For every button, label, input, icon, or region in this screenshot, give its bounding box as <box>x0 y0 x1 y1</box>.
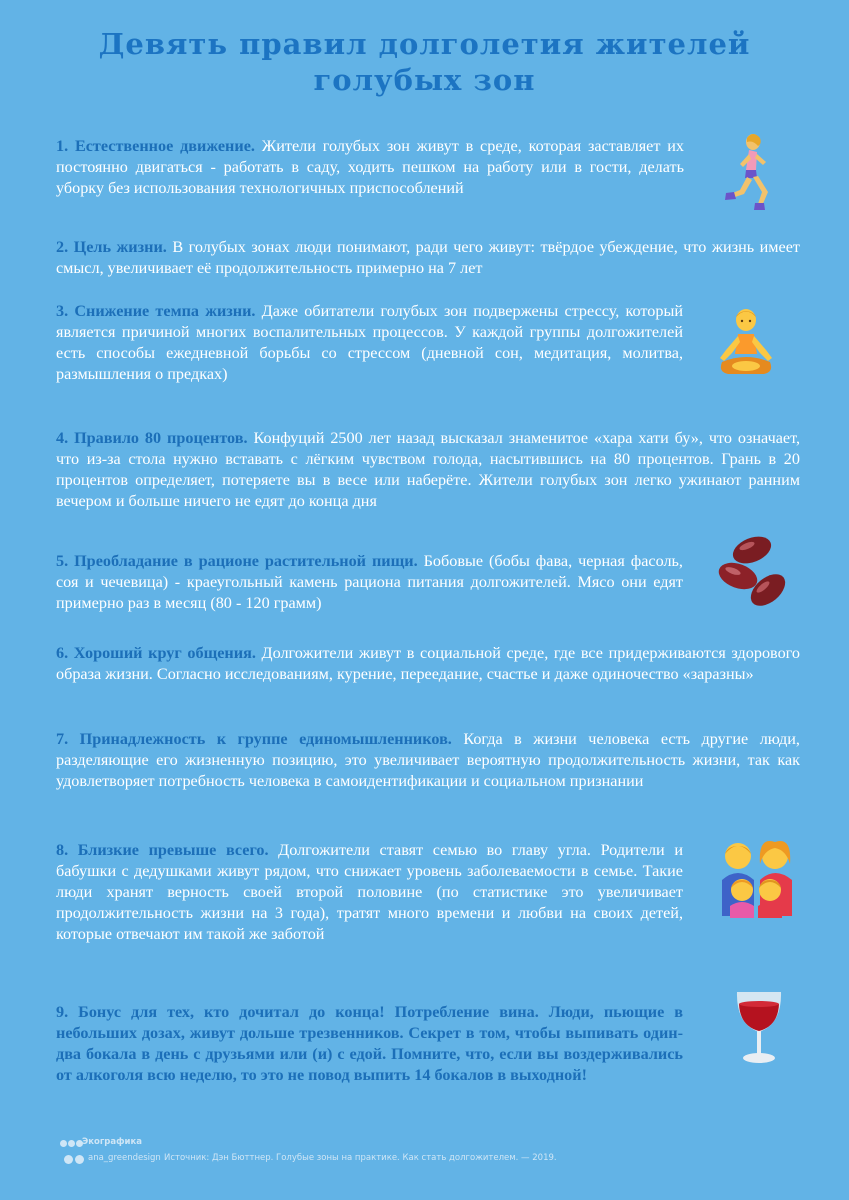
rule-7-heading: 7. Принадлежность к группе единомышленников. <box>56 730 452 748</box>
rule-1-text: Жители голубых зон живут в среде, которая заставляет их постоянно двигаться - работать в саду, ходить пешком на работу или в гости, делать уборку без использования технологичных приспособлений <box>56 137 684 197</box>
telegram-icon <box>68 1140 75 1147</box>
rule-1 <box>56 136 684 199</box>
running-woman-icon <box>722 132 772 212</box>
pinterest-icon <box>64 1155 73 1164</box>
rule-3-heading: 3. Снижение темпа жизни. <box>56 302 256 320</box>
rule-2-heading: 2. Цель жизни. <box>56 238 167 256</box>
footer-source: Источник: Дэн Бюттнер. Голубые зоны на практике. Как стать долгожителем. — 2019. <box>164 1153 557 1163</box>
rule-5 <box>56 551 683 614</box>
rule-8 <box>56 840 683 945</box>
wine-glass-icon <box>732 988 786 1066</box>
rule-5-heading: 5. Преобладание в рационе растительной пищи. <box>56 552 418 570</box>
rule-8-heading: 8. Близкие превыше всего. <box>56 841 269 859</box>
vk-icon <box>60 1140 67 1147</box>
rule-4-heading: 4. Правило 80 процентов. <box>56 429 248 447</box>
rule-7 <box>56 729 800 792</box>
rule-2 <box>56 237 800 279</box>
rule-7-text: Когда в жизни человека есть другие люди, разделяющие его жизненную позицию, это увеличивает вероятную продолжительность жизни, так как удовлетворяет потребность человека в самоидентификации и социальном признании <box>56 730 800 790</box>
footer-brand: Экографика <box>82 1137 143 1147</box>
rule-1-heading: 1. Естественное движение. <box>56 137 255 155</box>
rule-2-text: В голубых зонах люди понимают, ради чего живут: твёрдое убеждение, что жизнь имеет смысл, увеличивает её продолжительность примерно на 7 лет <box>56 238 800 277</box>
page-title <box>0 26 849 98</box>
footer-handle: ana_greendesign <box>88 1153 161 1163</box>
page-title-line-2: голубых зон <box>313 63 536 97</box>
instagram-icon <box>75 1155 84 1164</box>
rule-5-text: Бобовые (бобы фава, черная фасоль, соя и чечевица) - краеугольный камень рациона питания долгожителей. Мясо они едят примерно раз в месяц (80 - 120 грамм) <box>56 552 683 612</box>
rule-9 <box>56 1002 683 1086</box>
rule-6-heading: 6. Хороший круг общения. <box>56 644 256 662</box>
family-icon <box>718 840 798 920</box>
rule-3 <box>56 301 683 385</box>
rule-6-text: Долгожители живут в социальной среде, где все придерживаются здорового образа жизни. Согласно исследованиям, курение, переедание, счастье и даже одиночество «заразны» <box>56 644 801 683</box>
rule-4-text: Конфуций 2500 лет назад высказал знаменитое «хара хати бу», что означает, что из-за стола нужно вставать с лёгким чувством голода, насытившись на 80 процентов. Грань в 20 процентов определяет, потеряете вы в весе или наберёте. Жители голубых зон легко ужинают ранним вечером и больше ничего не едят до конца дня <box>56 429 801 510</box>
rule-4 <box>56 428 800 512</box>
meditation-icon <box>716 306 776 378</box>
page-title-line-1: Девять правил долголетия жителей <box>98 27 751 61</box>
rule-9-text: Потребление вина. Люди, пьющие в небольших дозах, живут дольше трезвенников. Секрет в том, чтобы выпивать один-два бокала в день с друзьями или (и) с едой. Помните, что, если вы воздерживались от алкоголя всю неделю, то это не повод выпить 14 бокалов в выходной! <box>56 1003 683 1084</box>
rule-3-text: Даже обитатели голубых зон подвержены стрессу, который является причиной многих воспалительных процессов. У каждой группы долгожителей есть способы ежедневной борьбы со стрессом (дневной сон, медитация, молитва, размышления о предках) <box>56 302 683 383</box>
rule-9-heading: 9. Бонус для тех, кто дочитал до конца! <box>56 1003 385 1021</box>
rule-8-text: Долгожители ставят семью во главу угла. Родители и бабушки с дедушками живут рядом, что снижает уровень заболеваемости в семье. Такие люди хранят верность своей второй половине (по статистике это увеличивает продолжительность жизни на 3 года), тратят много времени и любви на своих детей, которые отвечают им такой же заботой <box>56 841 683 943</box>
beans-icon <box>716 536 794 612</box>
rule-6 <box>56 643 800 685</box>
